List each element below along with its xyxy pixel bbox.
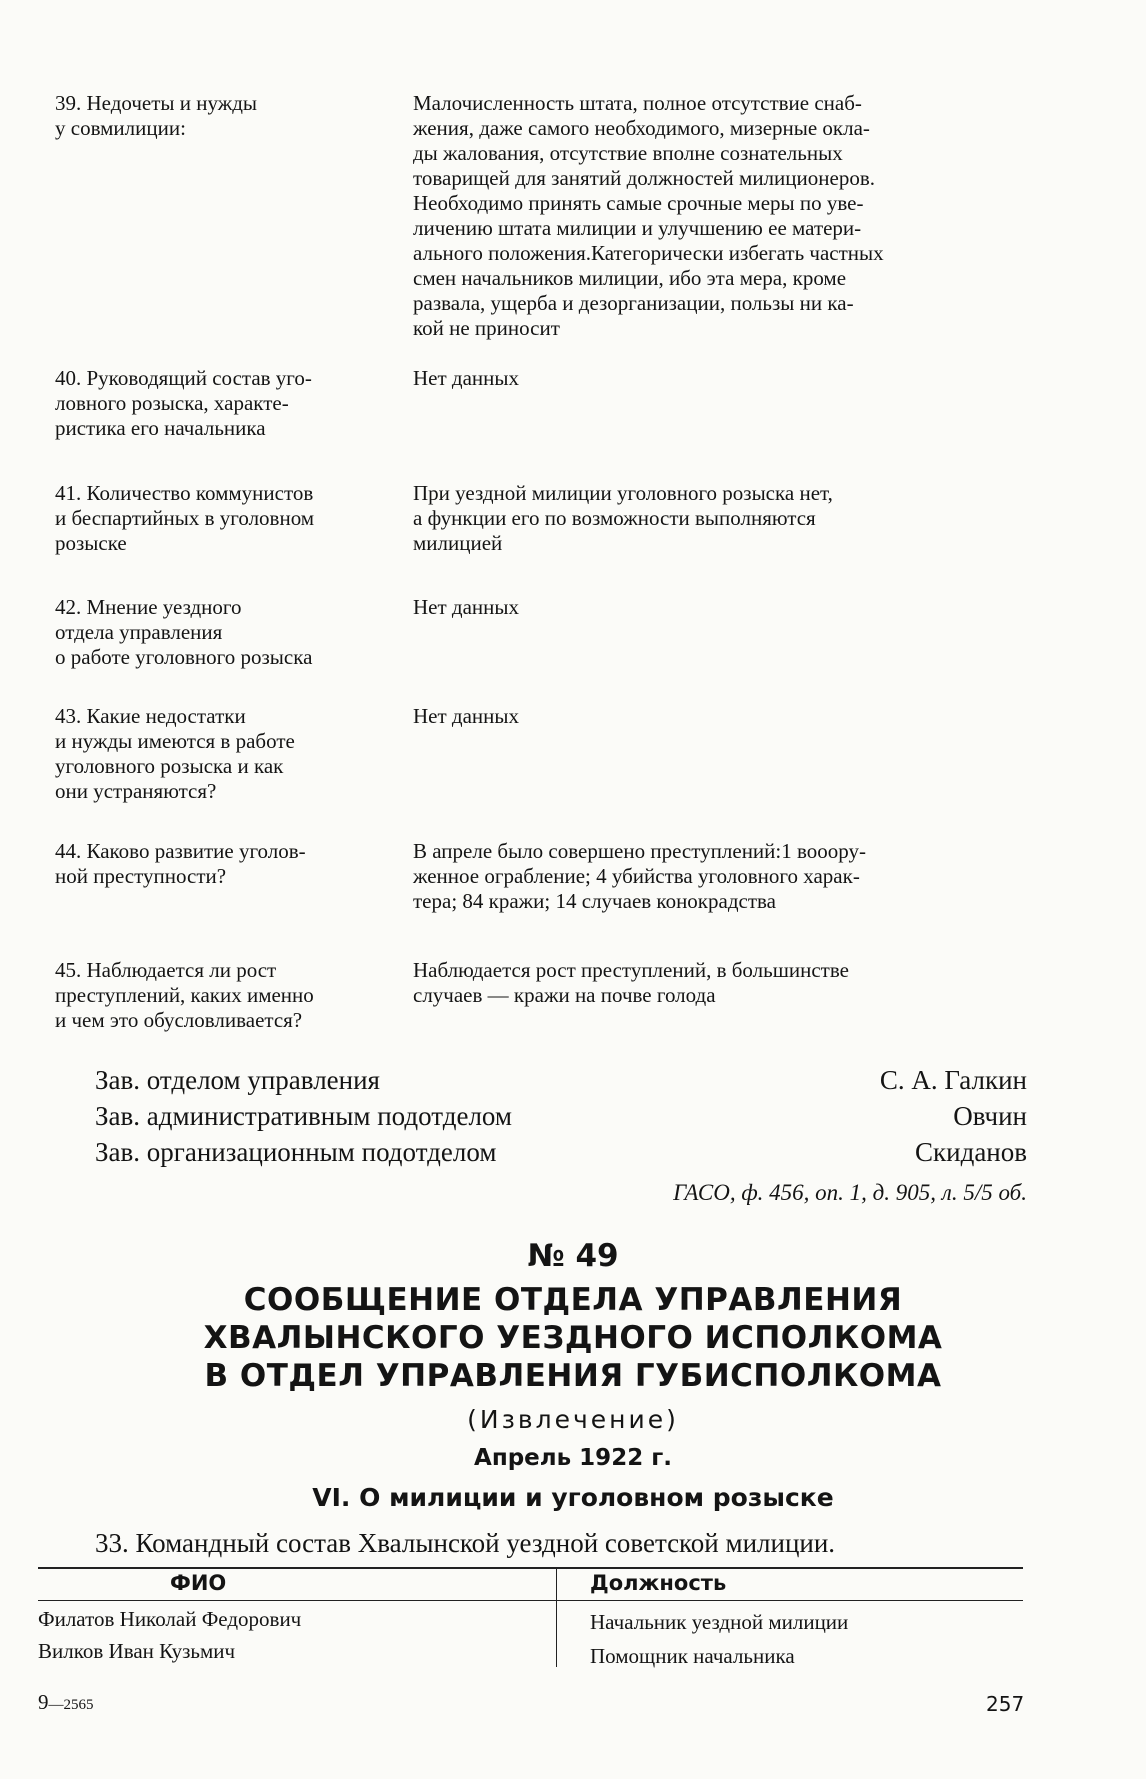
answer-text: В апреле было совершено преступлений:1 вооору- женное ограбление; 4 убийства уголовного харак- тера; 84 кражи; 14 случаев конокрадства — [413, 839, 866, 913]
question-text: 43. Какие недостатки и нужды имеются в работе уголовного розыска и как они устраняются? — [55, 704, 295, 803]
question-text: 42. Мнение уездного отдела управления о работе уголовного розыска — [55, 595, 313, 669]
table-cell-name: Филатов Николай Федорович — [38, 1607, 302, 1631]
answer-text: Нет данных — [413, 704, 520, 728]
table-header-rule — [38, 1600, 1023, 1601]
answer-text: При уездной милиции уголовного розыска нет, а функции его по возможности выполняются милицией — [413, 481, 833, 555]
answer-text: Нет данных — [413, 595, 520, 619]
answer-text: Нет данных — [413, 366, 520, 390]
page-number: 257 — [986, 1692, 1025, 1716]
signature-name: Овчин — [953, 1101, 1027, 1131]
document-extract-note: (Извлечение) — [467, 1405, 679, 1434]
answer-text: Малочисленность штата, полное отсутствие снаб- жения, даже самого необходимого, мизерные окла- ды жалования, отсутствие вполне сознательных товарищей для занятий должностей милиционеров. Необходимо принять самые срочные меры по уве- личению штата милиции и улучшению ее матери- ального положения.Категорически избегать частных смен начальников милиции, ибо эта мера, кроме развала, ущерба и дезорганизации, пользы ни ка- кой не приносит — [413, 91, 884, 340]
item-heading: 33. Командный состав Хвалынской уездной советской милиции. — [95, 1528, 836, 1558]
printer-signature-mark — [38, 1690, 94, 1715]
document-title-line: ХВАЛЫНСКОГО УЕЗДНОГО ИСПОЛКОМА — [203, 1320, 943, 1356]
section-heading: VI. О милиции и уголовном розыске — [312, 1483, 834, 1512]
table-header-name: ФИО — [170, 1571, 227, 1595]
table-top-rule — [38, 1567, 1023, 1569]
document-date: Апрель 1922 г. — [474, 1445, 672, 1471]
signature-position: Зав. административным подотделом — [95, 1101, 512, 1131]
table-cell-name: Вилков Иван Кузьмич — [38, 1639, 236, 1663]
print-code: —2565 — [48, 1697, 94, 1713]
signature-position: Зав. организационным подотделом — [95, 1137, 497, 1167]
question-text: 39. Недочеты и нужды у совмилиции: — [55, 91, 258, 140]
document-number: № 49 — [527, 1238, 619, 1274]
document-title-line: СООБЩЕНИЕ ОТДЕЛА УПРАВЛЕНИЯ — [243, 1282, 903, 1318]
table-column-divider — [556, 1567, 557, 1667]
question-text: 44. Каково развитие уголов- ной преступности? — [55, 839, 306, 888]
question-text: 45. Наблюдается ли рост преступлений, каких именно и чем это обусловливается? — [55, 958, 314, 1032]
table-cell-position: Начальник уездной милиции — [590, 1610, 849, 1634]
signature-name: С. А. Галкин — [879, 1065, 1027, 1095]
document-title-line: В ОТДЕЛ УПРАВЛЕНИЯ ГУБИСПОЛКОМА — [204, 1358, 942, 1394]
signature-position: Зав. отделом управления — [95, 1065, 380, 1095]
archive-source: ГАСО, ф. 456, оп. 1, д. 905, л. 5/5 об. — [673, 1180, 1027, 1205]
signature-mark-number: 9 — [38, 1690, 49, 1714]
question-text: 40. Руководящий состав уго- ловного розыска, характе- ристика его начальника — [55, 366, 312, 440]
signature-name: Скиданов — [915, 1137, 1027, 1167]
table-cell-position: Помощник начальника — [590, 1644, 795, 1668]
question-text: 41. Количество коммунистов и беспартийных в уголовном розыске — [55, 481, 315, 555]
table-header-position: Должность — [590, 1571, 727, 1595]
answer-text: Наблюдается рост преступлений, в большинстве случаев — кражи на почве голода — [413, 958, 849, 1007]
